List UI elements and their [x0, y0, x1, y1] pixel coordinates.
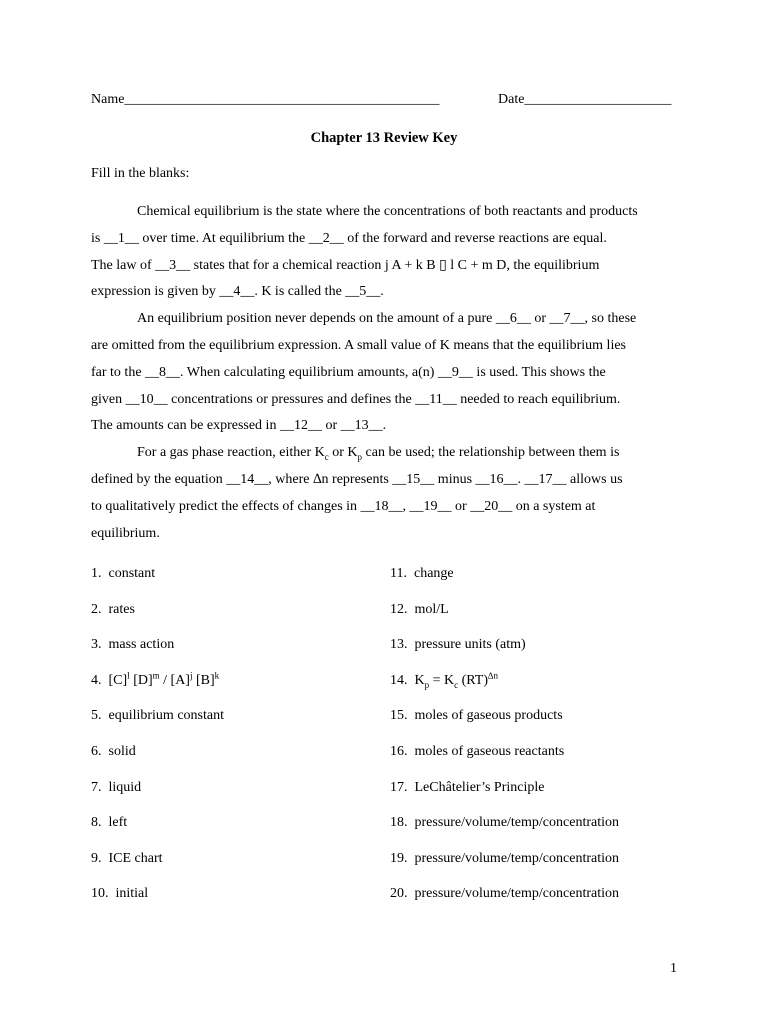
p1-line-1: Chemical equilibrium is the state where the concentrations of both reactants and products	[137, 204, 638, 219]
answer-row	[91, 744, 691, 780]
answer-text: moles of gaseous reactants	[414, 743, 565, 759]
formula-exponent: j	[189, 670, 193, 681]
answer-row	[91, 670, 691, 709]
p2-line-4: given __10__ concentrations or pressures and defines the __11__ needed to reach equilibrium.	[91, 391, 621, 407]
formula-exponent: k	[214, 670, 220, 681]
answer-number: 3.	[91, 637, 102, 653]
answer-text: rates	[108, 601, 135, 617]
formula-part: [C]	[108, 672, 128, 688]
answer-1	[91, 566, 155, 582]
fill-in-paragraphs	[91, 199, 691, 547]
answer-text: liquid	[108, 779, 142, 795]
answer-11	[390, 566, 454, 582]
answer-text: left	[108, 815, 128, 831]
page-title: Chapter 13 Review Key	[310, 130, 458, 146]
answer-row	[91, 602, 691, 638]
answer-17	[390, 780, 544, 796]
answer-14	[390, 670, 499, 690]
answer-number: 6.	[91, 743, 102, 759]
formula-exponent: ∆n	[488, 670, 499, 681]
answer-20	[390, 886, 619, 902]
answer-text: constant	[108, 566, 156, 581]
answer-14-formula	[414, 670, 499, 690]
answer-number: 15.	[390, 708, 408, 724]
p2-line-1: An equilibrium position never depends on the amount of a pure __6__ or __7__, so these	[137, 311, 637, 327]
p1-line-2: is __1__ over time. At equilibrium the __2__ of the forward and reverse reactions are equal.	[91, 230, 607, 246]
answer-row	[91, 566, 691, 602]
answer-13	[390, 637, 526, 653]
answer-row	[91, 708, 691, 744]
name-field: Name_____________________________________________	[91, 92, 440, 107]
p3-line-2: defined by the equation __14__, where ∆n represents __15__ minus __16__. __17__ allows us	[91, 471, 623, 487]
formula-part: (RT)	[458, 672, 489, 688]
answer-number: 17.	[390, 779, 408, 795]
answer-key-list	[91, 566, 691, 922]
page-number: 1	[670, 961, 677, 976]
answer-4	[91, 670, 220, 689]
answer-number: 18.	[390, 815, 408, 831]
header-row	[91, 92, 681, 114]
answer-number: 2.	[91, 601, 102, 617]
answer-text: mass action	[108, 637, 175, 653]
answer-text: pressure/volume/temp/concentration	[414, 815, 619, 831]
answer-12	[390, 602, 449, 618]
p3-text-a: For a gas phase reaction, either K	[137, 445, 325, 461]
answer-7	[91, 780, 141, 796]
answer-5	[91, 708, 224, 724]
answer-number: 16.	[390, 743, 408, 759]
answer-row	[91, 815, 691, 851]
answer-row	[91, 851, 691, 887]
formula-exponent: l	[127, 670, 130, 681]
answer-text: solid	[108, 743, 136, 759]
answer-text: pressure units (atm)	[414, 637, 526, 653]
answer-15	[390, 708, 563, 724]
p3-text-b: or K	[328, 445, 358, 461]
p1-line-3: The law of __3__ states that for a chemical reaction j A + k B ▯ l C + m D, the equilibrium	[91, 257, 600, 273]
answer-number: 7.	[91, 779, 102, 795]
answer-number: 1.	[91, 566, 102, 581]
answer-2	[91, 602, 135, 618]
answer-text: LeChâtelier’s Principle	[414, 779, 545, 795]
formula-exponent: m	[152, 670, 160, 681]
answer-row	[91, 637, 691, 673]
answer-number: 10.	[91, 886, 109, 902]
answer-text: equilibrium constant	[108, 708, 224, 724]
date-field: Date_____________________	[498, 92, 672, 107]
answer-number: 9.	[91, 850, 102, 866]
instructions: Fill in the blanks:	[91, 166, 190, 181]
formula-part: = K	[429, 672, 455, 688]
answer-text: moles of gaseous products	[414, 708, 563, 724]
answer-text: mol/L	[414, 601, 449, 617]
answer-row	[91, 886, 691, 922]
answer-text: pressure/volume/temp/concentration	[414, 850, 619, 866]
p3-line-1	[91, 440, 691, 467]
answer-number: 14.	[390, 672, 408, 688]
answer-number: 8.	[91, 815, 102, 831]
p2-line-2: are omitted from the equilibrium expression. A small value of K means that the equilibrium lies	[91, 337, 626, 353]
answer-text: ICE chart	[108, 850, 163, 866]
answer-number: 11.	[390, 566, 407, 581]
answer-6	[91, 744, 136, 760]
answer-text: change	[413, 566, 454, 581]
kp-subscript: p	[357, 451, 363, 462]
answer-4-formula	[108, 670, 220, 688]
answer-number: 4.	[91, 672, 102, 688]
answer-row	[91, 780, 691, 816]
p1-line-4: expression is given by __4__. K is called the __5__.	[91, 284, 384, 300]
answer-19	[390, 851, 619, 867]
answer-16	[390, 744, 564, 760]
formula-part: / [A]	[159, 672, 190, 688]
answer-text: pressure/volume/temp/concentration	[414, 886, 619, 902]
formula-subscript: p	[424, 679, 430, 690]
formula-part: [B]	[192, 672, 215, 688]
answer-number: 20.	[390, 886, 408, 902]
p3-line-3: to qualitatively predict the effects of changes in __18__, __19__ or __20__ on a system at	[91, 498, 596, 514]
p2-line-3: far to the __8__. When calculating equilibrium amounts, a(n) __9__ is used. This shows the	[91, 364, 606, 380]
answer-18	[390, 815, 619, 831]
kc-subscript: c	[324, 451, 329, 462]
formula-part: [D]	[129, 672, 153, 688]
answer-10	[91, 886, 148, 902]
formula-subscript: c	[454, 679, 459, 690]
p3-line-4: equilibrium.	[91, 525, 160, 541]
answer-8	[91, 815, 127, 831]
answer-3	[91, 637, 174, 653]
answer-number: 13.	[390, 637, 408, 653]
answer-text: initial	[115, 886, 149, 902]
answer-number: 19.	[390, 850, 408, 866]
answer-number: 12.	[390, 601, 408, 617]
answer-number: 5.	[91, 708, 102, 724]
p2-line-5: The amounts can be expressed in __12__ or __13__.	[91, 418, 387, 434]
formula-part: K	[414, 672, 425, 688]
answer-9	[91, 851, 163, 867]
p3-text-c: can be used; the relationship between them is	[362, 445, 620, 461]
